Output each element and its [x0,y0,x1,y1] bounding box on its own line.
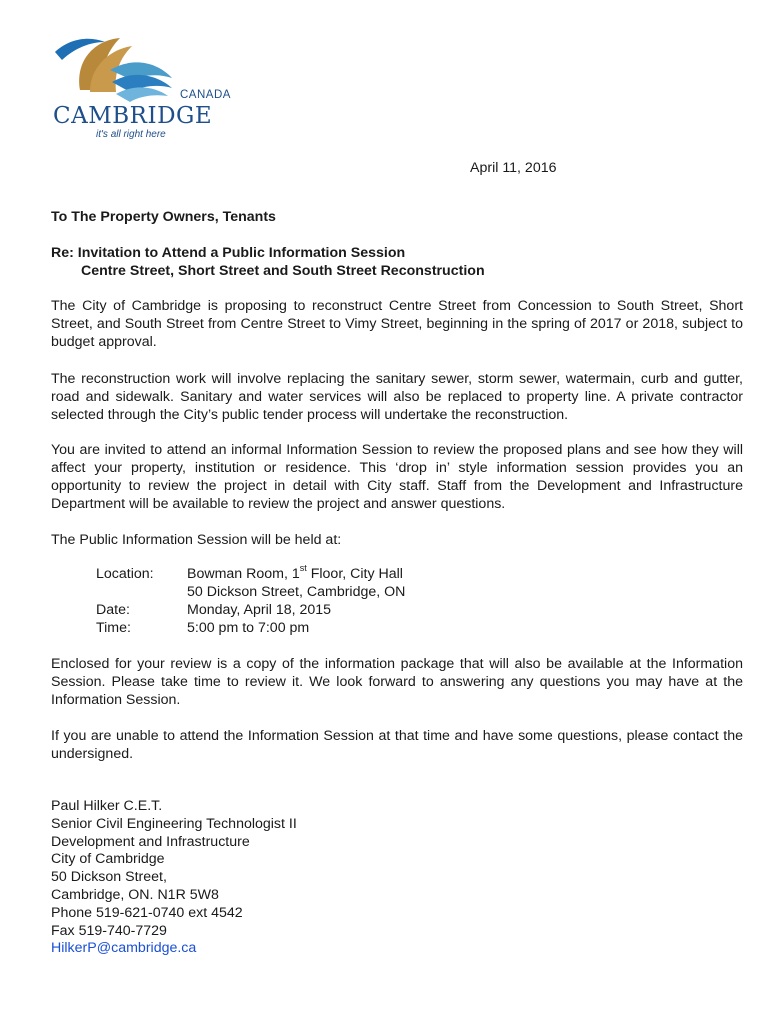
paragraph-6: If you are unable to attend the Information Session at that time and have some questions, please contact the undersigned. [51,728,743,762]
paragraph-4: The Public Information Session will be held at: [51,532,342,548]
logo-city-name: CAMBRIDGE [53,103,213,129]
signer-org: City of Cambridge [51,851,165,868]
location-label: Location: [96,566,154,582]
letter-date: April 11, 2016 [470,160,557,176]
city-logo [50,30,231,142]
signer-phone: Phone 519-621-0740 ext 4542 [51,904,243,921]
wave-emblem-icon [50,30,180,110]
subject-line-2: Centre Street, Short Street and South Street Reconstruction [81,263,485,279]
signer-street: 50 Dickson Street, [51,869,167,886]
logo-country: CANADA [180,89,231,101]
signer-name: Paul Hilker C.E.T. [51,798,163,814]
paragraph-3: You are invited to attend an informal Information Session to review the proposed plans and see how they will affect your property, institution or residence. This ‘drop in’ style information session provides you an opportunity to review the project in detail with City staff. Staff from the Development and Infrastructure Department will be available to review the project and answer questions. [51,442,743,512]
paragraph-1: The City of Cambridge is proposing to reconstruct Centre Street from Concession to South Street, Short Street, and South Street from Centre Street to Vimy Street, beginning in the spring of 2017 or 2018, subject to budget approval. [51,298,743,350]
time-label: Time: [96,620,131,636]
paragraph-2: The reconstruction work will involve replacing the sanitary sewer, storm sewer, watermain, curb and gutter, road and sidewalk. Sanitary and water services will also be replaced to property line. A private contractor selected through the City’s public tender process will undertake the reconstruction. [51,371,743,423]
time-value: 5:00 pm to 7:00 pm [187,620,310,636]
signer-title: Senior Civil Engineering Technologist II [51,815,297,832]
location-room: Bowman Room, 1st Floor, City Hall [187,563,403,582]
signer-city: Cambridge, ON. N1R 5W8 [51,886,219,903]
signer-email-link[interactable]: HilkerP@cambridge.ca [51,940,197,957]
paragraph-5: Enclosed for your review is a copy of the information package that will also be available at the Information Session. Please take time to review it. We look forward to answering any questions you may have at the Information Session. [51,656,743,708]
date-value: Monday, April 18, 2015 [187,602,332,618]
date-label: Date: [96,602,130,618]
location-address: 50 Dickson Street, Cambridge, ON [187,584,406,600]
logo-tagline: it's all right here [96,129,166,140]
addressee: To The Property Owners, Tenants [51,209,276,225]
signer-fax: Fax 519-740-7729 [51,922,167,939]
signer-department: Development and Infrastructure [51,833,250,850]
signature-block [51,797,297,957]
subject-line-1: Re: Invitation to Attend a Public Information Session [51,245,406,261]
